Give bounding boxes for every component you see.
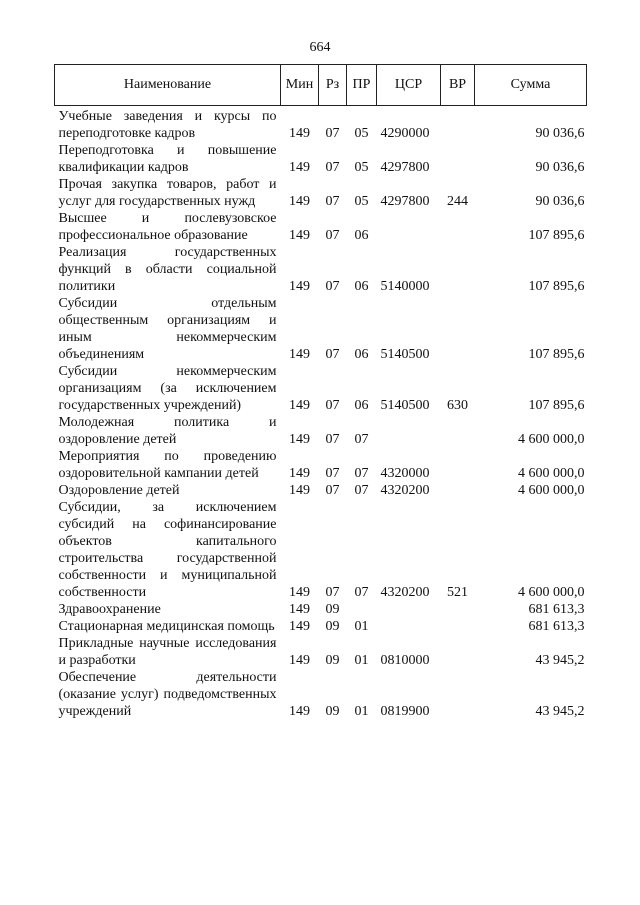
cell-sum: 107 895,6 xyxy=(528,279,585,294)
cell-min: 149 xyxy=(289,466,310,481)
table-row xyxy=(55,414,587,448)
cell-pr: 07 xyxy=(354,483,369,498)
cell-csr xyxy=(377,601,441,618)
table-row xyxy=(55,618,587,635)
cell-rz: 07 xyxy=(325,279,340,294)
table-header-row xyxy=(55,65,587,106)
cell-vr xyxy=(441,210,475,244)
cell-name: Учебные заведения и курсы по переподготовке кадров xyxy=(58,109,277,141)
cell-sum: 43 945,2 xyxy=(535,653,585,668)
cell-csr: 5140500 xyxy=(380,398,430,413)
cell-pr: 05 xyxy=(354,126,369,141)
table-row xyxy=(55,295,587,363)
cell-vr xyxy=(441,448,475,482)
cell-sum: 681 613,3 xyxy=(528,602,585,617)
cell-rz: 07 xyxy=(325,398,340,413)
cell-rz: 07 xyxy=(325,585,340,600)
column-header-vr: ВР xyxy=(441,65,475,106)
cell-sum: 4 600 000,0 xyxy=(518,432,585,447)
cell-csr: 4320000 xyxy=(380,466,430,481)
cell-name: Молодежная политика и оздоровление детей xyxy=(58,415,277,447)
table-row xyxy=(55,106,587,143)
cell-vr: 244 xyxy=(447,194,468,209)
cell-min: 149 xyxy=(289,160,310,175)
cell-min: 149 xyxy=(289,279,310,294)
cell-vr: 521 xyxy=(447,585,468,600)
cell-min: 149 xyxy=(289,432,310,447)
column-header-csr: ЦСР xyxy=(377,65,441,106)
cell-rz: 07 xyxy=(325,160,340,175)
cell-vr xyxy=(441,414,475,448)
cell-min: 149 xyxy=(289,602,310,617)
cell-sum: 90 036,6 xyxy=(535,160,585,175)
cell-name: Мероприятия по проведению оздоровительной кампании детей xyxy=(58,449,277,481)
cell-pr: 07 xyxy=(354,432,369,447)
cell-csr xyxy=(377,618,441,635)
cell-csr: 4297800 xyxy=(380,194,430,209)
cell-name: Субсидии отдельным общественным организациям и иным некоммерческим объединениям xyxy=(58,296,277,362)
cell-name: Прочая закупка товаров, работ и услуг для государственных нужд xyxy=(58,177,277,209)
cell-csr: 4320200 xyxy=(380,585,430,600)
cell-rz: 09 xyxy=(325,704,340,719)
cell-vr xyxy=(441,669,475,720)
cell-sum: 4 600 000,0 xyxy=(518,483,585,498)
table-row xyxy=(55,448,587,482)
cell-pr: 01 xyxy=(354,653,369,668)
cell-sum: 90 036,6 xyxy=(535,194,585,209)
table-row xyxy=(55,142,587,176)
cell-csr: 4290000 xyxy=(380,126,430,141)
cell-vr xyxy=(441,635,475,669)
cell-csr: 5140000 xyxy=(380,279,430,294)
cell-rz: 07 xyxy=(325,228,340,243)
column-header-name: Наименование xyxy=(55,65,281,106)
cell-min: 149 xyxy=(289,704,310,719)
column-header-pr: ПР xyxy=(347,65,377,106)
cell-rz: 07 xyxy=(325,347,340,362)
cell-pr: 05 xyxy=(354,194,369,209)
cell-rz: 09 xyxy=(325,619,340,634)
cell-name: Прикладные научные исследования и разработки xyxy=(58,636,277,668)
cell-pr: 06 xyxy=(354,398,369,413)
cell-name: Здравоохранение xyxy=(58,602,161,617)
cell-name: Обеспечение деятельности (оказание услуг) подведомственных учреждений xyxy=(58,670,277,719)
cell-vr xyxy=(441,106,475,143)
cell-sum: 107 895,6 xyxy=(528,347,585,362)
cell-pr: 06 xyxy=(354,279,369,294)
cell-name: Оздоровление детей xyxy=(58,483,180,498)
cell-csr xyxy=(377,210,441,244)
cell-min: 149 xyxy=(289,126,310,141)
cell-rz: 07 xyxy=(325,483,340,498)
cell-rz: 09 xyxy=(325,653,340,668)
cell-name: Субсидии, за исключением субсидий на софинансирование объектов капитального строительства государственной собственности и муниципальной собственности xyxy=(58,500,277,600)
cell-csr xyxy=(377,414,441,448)
table-row xyxy=(55,601,587,618)
cell-min: 149 xyxy=(289,483,310,498)
table-row xyxy=(55,210,587,244)
cell-pr xyxy=(347,601,377,618)
cell-vr xyxy=(441,142,475,176)
cell-pr: 06 xyxy=(354,228,369,243)
cell-vr: 630 xyxy=(447,398,468,413)
cell-name: Стационарная медицинская помощь xyxy=(58,619,275,634)
cell-rz: 07 xyxy=(325,432,340,447)
column-header-sum: Сумма xyxy=(475,65,587,106)
cell-sum: 681 613,3 xyxy=(528,619,585,634)
table-row xyxy=(55,499,587,601)
column-header-rz: Рз xyxy=(319,65,347,106)
cell-vr xyxy=(441,601,475,618)
table-row xyxy=(55,244,587,295)
table-row xyxy=(55,669,587,720)
cell-pr: 05 xyxy=(354,160,369,175)
cell-vr xyxy=(441,618,475,635)
cell-sum: 4 600 000,0 xyxy=(518,585,585,600)
table-body xyxy=(55,106,587,721)
page-number: 664 xyxy=(309,40,331,55)
cell-csr: 0810000 xyxy=(380,653,430,668)
cell-name: Реализация государственных функций в области социальной политики xyxy=(58,245,277,294)
cell-min: 149 xyxy=(289,228,310,243)
cell-csr: 4320200 xyxy=(380,483,430,498)
budget-table xyxy=(54,64,587,720)
cell-sum: 90 036,6 xyxy=(535,126,585,141)
cell-rz: 09 xyxy=(325,602,340,617)
cell-pr: 01 xyxy=(354,704,369,719)
cell-csr: 5140500 xyxy=(380,347,430,362)
cell-sum: 107 895,6 xyxy=(528,398,585,413)
cell-csr: 4297800 xyxy=(380,160,430,175)
cell-pr: 07 xyxy=(354,466,369,481)
cell-sum: 4 600 000,0 xyxy=(518,466,585,481)
cell-min: 149 xyxy=(289,398,310,413)
cell-min: 149 xyxy=(289,619,310,634)
cell-name: Высшее и послевузовское профессиональное образование xyxy=(58,211,277,243)
table-row xyxy=(55,482,587,499)
cell-min: 149 xyxy=(289,653,310,668)
cell-pr: 01 xyxy=(354,619,369,634)
cell-rz: 07 xyxy=(325,194,340,209)
cell-vr xyxy=(441,482,475,499)
cell-csr: 0819900 xyxy=(380,704,430,719)
table-row xyxy=(55,635,587,669)
cell-name: Субсидии некоммерческим организациям (за исключением государственных учреждений) xyxy=(58,364,277,413)
cell-vr xyxy=(441,244,475,295)
cell-rz: 07 xyxy=(325,466,340,481)
table-row xyxy=(55,176,587,210)
table-row xyxy=(55,363,587,414)
column-header-min: Мин xyxy=(281,65,319,106)
cell-min: 149 xyxy=(289,585,310,600)
cell-pr: 07 xyxy=(354,585,369,600)
cell-name: Переподготовка и повышение квалификации кадров xyxy=(58,143,277,175)
cell-pr: 06 xyxy=(354,347,369,362)
cell-rz: 07 xyxy=(325,126,340,141)
cell-min: 149 xyxy=(289,194,310,209)
cell-min: 149 xyxy=(289,347,310,362)
cell-vr xyxy=(441,295,475,363)
cell-sum: 107 895,6 xyxy=(528,228,585,243)
cell-sum: 43 945,2 xyxy=(535,704,585,719)
